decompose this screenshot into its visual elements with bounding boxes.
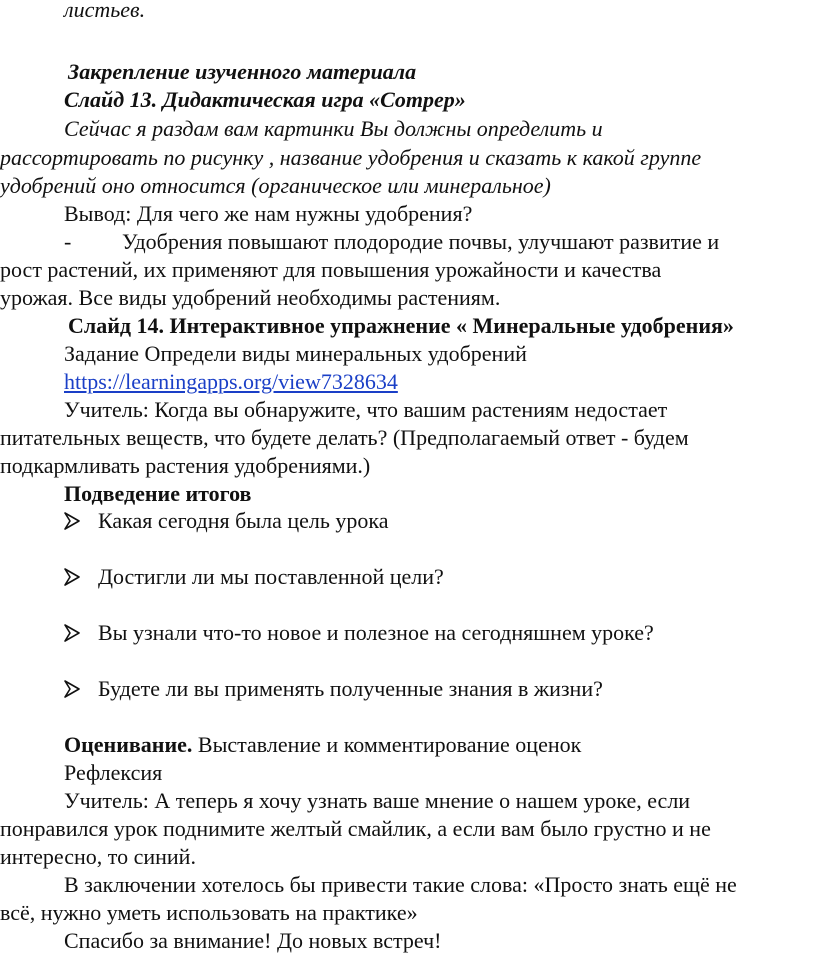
text-line: понравился урок поднимите желтый смайлик, а если вам было грустно и не xyxy=(0,816,711,841)
text-line: подкармливать растения удобрениями.) xyxy=(0,453,371,478)
evaluation-label: Оценивание. xyxy=(64,732,193,757)
task-line: Задание Определи виды минеральных удобрений xyxy=(64,341,527,366)
text-line: интересно, то синий. xyxy=(0,844,196,869)
text-line: Учитель: Когда вы обнаружите, что вашим растениям недостает xyxy=(64,397,668,422)
arrow-bullet-icon xyxy=(64,568,80,586)
evaluation-text: Выставление и комментирование оценок xyxy=(192,732,582,757)
slide-14-heading: Слайд 14. Интерактивное упражнение « Минеральные удобрения» xyxy=(68,313,734,338)
text-line: всё, нужно уметь использовать на практике» xyxy=(0,900,418,925)
arrow-bullet-icon xyxy=(64,624,80,642)
text-line xyxy=(64,228,719,256)
arrow-bullet-icon xyxy=(64,680,80,698)
text-line: рост растений, их применяют для повышения урожайности и качества xyxy=(0,257,662,282)
evaluation-line xyxy=(64,731,581,759)
dash-marker: - xyxy=(64,229,72,254)
list-item-text: Какая сегодня была цель урока xyxy=(98,508,389,533)
slide-13-heading: Слайд 13. Дидактическая игра «Сотрер» xyxy=(64,87,466,112)
list-item xyxy=(64,619,654,647)
list-item xyxy=(64,507,389,535)
reflection-heading: Рефлексия xyxy=(64,760,163,785)
text-line: В заключении хотелось бы привести такие слова: «Просто знать ещё не xyxy=(64,872,737,897)
text-line: рассортировать по рисунку , название удобрения и сказать к какой группе xyxy=(0,145,702,170)
text-line: питательных веществ, что будете делать? (Предполагаемый ответ - будем xyxy=(0,425,689,450)
list-item-text: Достигли ли мы поставленной цели? xyxy=(98,564,444,589)
text-line: Учитель: А теперь я хочу узнать ваше мнение о нашем уроке, если xyxy=(64,788,691,813)
thanks-line: Спасибо за внимание! До новых встреч! xyxy=(64,928,442,953)
text-line: удобрений оно относится (органическое или минеральное) xyxy=(0,173,551,198)
arrow-bullet-icon xyxy=(64,512,80,530)
learningapps-link[interactable]: https://learningapps.org/view7328634 xyxy=(64,369,398,394)
list-item xyxy=(64,675,603,703)
text-line: листьев. xyxy=(64,0,146,22)
section-heading: Закрепление изученного материала xyxy=(68,59,417,84)
list-item-text: Будете ли вы применять полученные знания в жизни? xyxy=(98,676,603,701)
text-line: Сейчас я раздам вам картинки Вы должны определить и xyxy=(64,116,603,141)
list-item-text: Вы узнали что-то новое и полезное на сегодняшнем уроке? xyxy=(98,620,654,645)
conclusion-question: Вывод: Для чего же нам нужны удобрения? xyxy=(64,201,473,226)
text-span: Удобрения повышают плодородие почвы, улучшают развитие и xyxy=(122,229,720,254)
text-line: урожая. Все виды удобрений необходимы растениям. xyxy=(0,285,501,310)
list-item xyxy=(64,563,444,591)
summary-heading: Подведение итогов xyxy=(64,481,252,506)
